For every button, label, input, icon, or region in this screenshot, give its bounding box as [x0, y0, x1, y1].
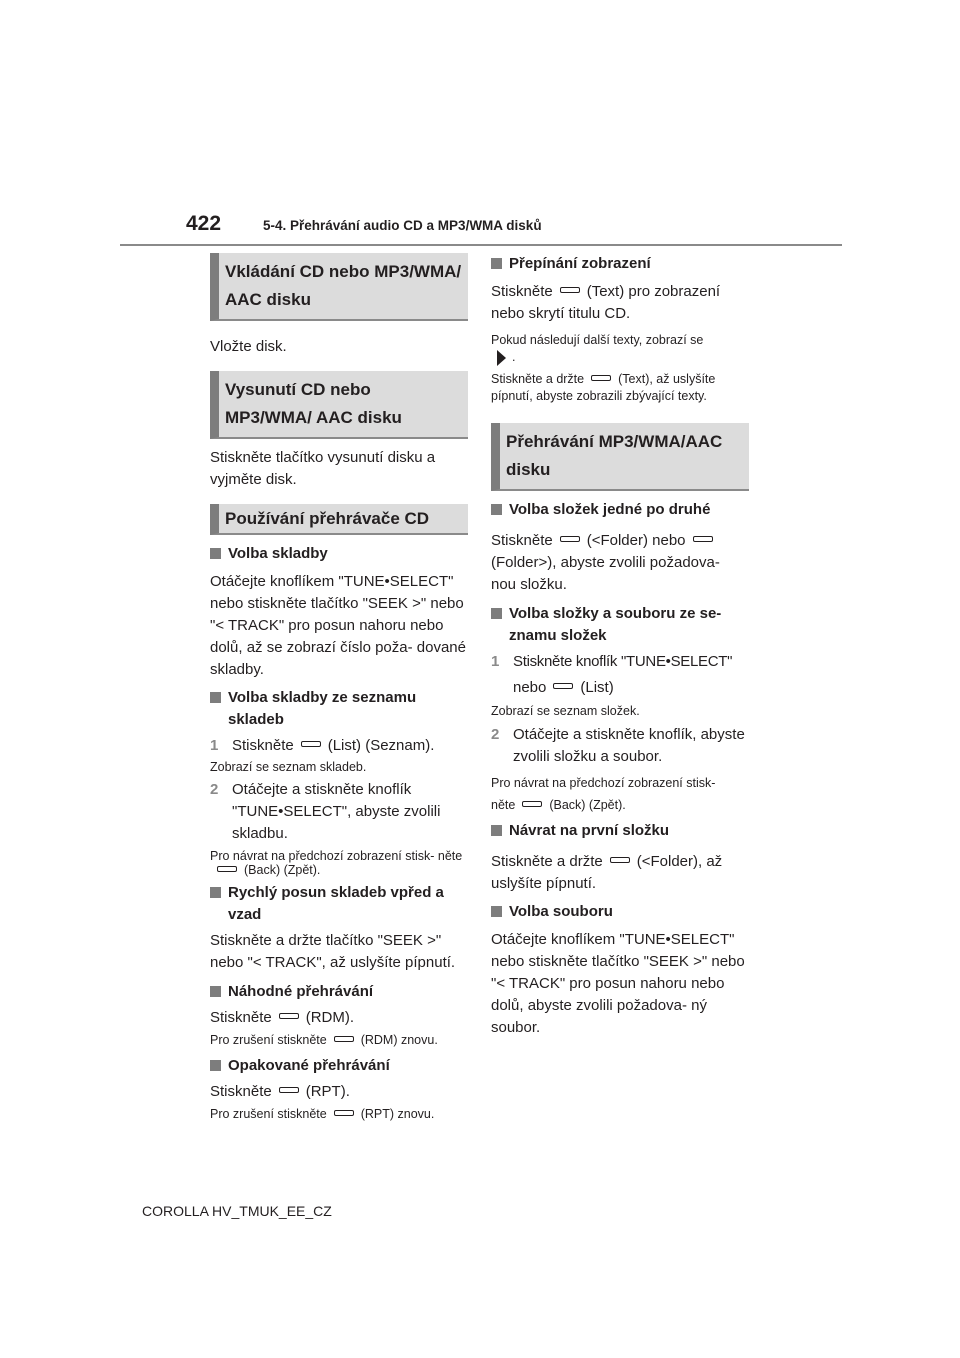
button-icon: [334, 1036, 354, 1042]
step-number: 2: [210, 781, 219, 798]
button-icon: [553, 683, 573, 689]
square-bullet-icon: [210, 986, 221, 997]
section-heading-insert: Vkládání CD nebo MP3/WMA/ AAC disku: [210, 253, 468, 321]
step-number: 1: [210, 737, 219, 754]
left-column: [210, 253, 468, 1123]
right-step-1: 1 Stiskněte knoflík "TUNE•SELECT": [491, 651, 749, 673]
file-text: Otáčejte knoflíkem "TUNE•SELECT" nebo stiskněte tlačítko "SEEK >" nebo "< TRACK" pro posun nahoru nebo dolů, abyste zvolili požadova- ný soubor.: [491, 931, 745, 1036]
button-icon: [279, 1087, 299, 1093]
square-bullet-icon: [210, 692, 221, 703]
right-column: [491, 253, 749, 1039]
heading-random: Náhodné přehrávání: [210, 981, 468, 1003]
heading-track-list: Volba skladby ze seznamu skladeb: [210, 687, 468, 731]
right-step-2: 2 Otáčejte a stiskněte knoflík, abyste zvolili složku a soubor.: [491, 724, 749, 768]
insert-text: Vložte disk.: [210, 338, 287, 355]
heading-folder: Volba složek jedné po druhé: [491, 499, 749, 521]
square-bullet-icon: [491, 504, 502, 515]
repeat-text: Stiskněte (RPT).: [210, 1083, 350, 1100]
step-1-note: Zobrazí se seznam skladeb.: [210, 760, 367, 774]
heading-display: Přepínání zobrazení: [491, 253, 749, 275]
button-icon: [522, 801, 542, 807]
step-2: 2 Otáčejte a stiskněte knoflík "TUNE•SELECT", abyste zvolili skladbu.: [210, 779, 468, 845]
heading-first-folder: Návrat na první složku: [491, 820, 749, 842]
square-bullet-icon: [491, 608, 502, 619]
square-bullet-icon: [491, 906, 502, 917]
step-number: 1: [491, 653, 500, 670]
repeat-note: Pro zrušení stiskněte (RPT) znovu.: [210, 1107, 435, 1121]
back-note: Pro návrat na předchozí zobrazení stisk- něte(Back) (Zpět).: [210, 849, 463, 877]
heading-fast: Rychlý posun skladeb vpřed a vzad: [210, 882, 468, 926]
step-number: 2: [491, 726, 500, 743]
square-bullet-icon: [491, 825, 502, 836]
right-back-note: Pro návrat na předchozí zobrazení stisk- něte (Back) (Zpět).: [491, 776, 716, 812]
square-bullet-icon: [491, 258, 502, 269]
fast-text: Stiskněte a držte tlačítko "SEEK >" nebo "< TRACK", až uslyšíte pípnutí.: [210, 932, 456, 971]
square-bullet-icon: [210, 887, 221, 898]
track-select-text: Otáčejte knoflíkem "TUNE•SELECT" nebo stiskněte tlačítko "SEEK >" nebo "< TRACK" pro posun nahoru nebo dolů, až se zobrazí číslo poža- dované skladby.: [210, 573, 466, 678]
button-icon: [217, 866, 237, 872]
footer-model: COROLLA HV_TMUK_EE_CZ: [142, 1203, 332, 1219]
button-icon: [279, 1013, 299, 1019]
button-icon: [610, 857, 630, 863]
button-icon: [334, 1110, 354, 1116]
right-step-1-note: Zobrazí se seznam složek.: [491, 704, 640, 718]
arrow-right-icon: [497, 350, 506, 366]
display-note-1: Pokud následují další texty, zobrazí se .: [491, 333, 704, 364]
section-title: 5-4. Přehrávání audio CD a MP3/WMA disků: [263, 218, 542, 233]
square-bullet-icon: [210, 1060, 221, 1071]
display-text: Stiskněte (Text) pro zobrazení nebo skrytí titulu CD.: [491, 283, 721, 322]
button-icon: [301, 741, 321, 747]
heading-folder-file: Volba složky a souboru ze se- znamu složek: [491, 603, 749, 647]
display-note-2: Stiskněte a držte (Text), až uslyšíte pípnutí, abyste zobrazili zbývající texty.: [491, 372, 716, 403]
section-heading-mp3: Přehrávání MP3/WMA/AAC disku: [491, 423, 749, 491]
header-rule: [120, 244, 842, 246]
step-1: 1 Stiskněte (List) (Seznam).: [210, 735, 468, 757]
section-heading-eject: Vysunutí CD nebo MP3/WMA/ AAC disku: [210, 371, 468, 439]
first-folder-text: Stiskněte a držte (<Folder), až uslyšíte pípnutí.: [491, 853, 723, 892]
heading-file: Volba souboru: [491, 901, 749, 923]
page-number: 422: [186, 212, 222, 235]
square-bullet-icon: [210, 548, 221, 559]
heading-track-select: Volba skladby: [210, 543, 468, 565]
folder-text: Stiskněte (<Folder) nebo (Folder>), abyste zvolili požadova- nou složku.: [491, 532, 720, 593]
random-text: Stiskněte (RDM).: [210, 1009, 355, 1026]
random-note: Pro zrušení stiskněte (RDM) znovu.: [210, 1033, 438, 1047]
eject-text: Stiskněte tlačítko vysunutí disku a vyjměte disk.: [210, 449, 436, 488]
button-icon: [693, 536, 713, 542]
heading-repeat: Opakované přehrávání: [210, 1055, 468, 1077]
button-icon: [591, 375, 611, 381]
section-heading-player: Používání přehrávače CD: [210, 504, 468, 535]
button-icon: [560, 536, 580, 542]
button-icon: [560, 287, 580, 293]
right-step-1-cont: nebo (List): [513, 679, 614, 696]
